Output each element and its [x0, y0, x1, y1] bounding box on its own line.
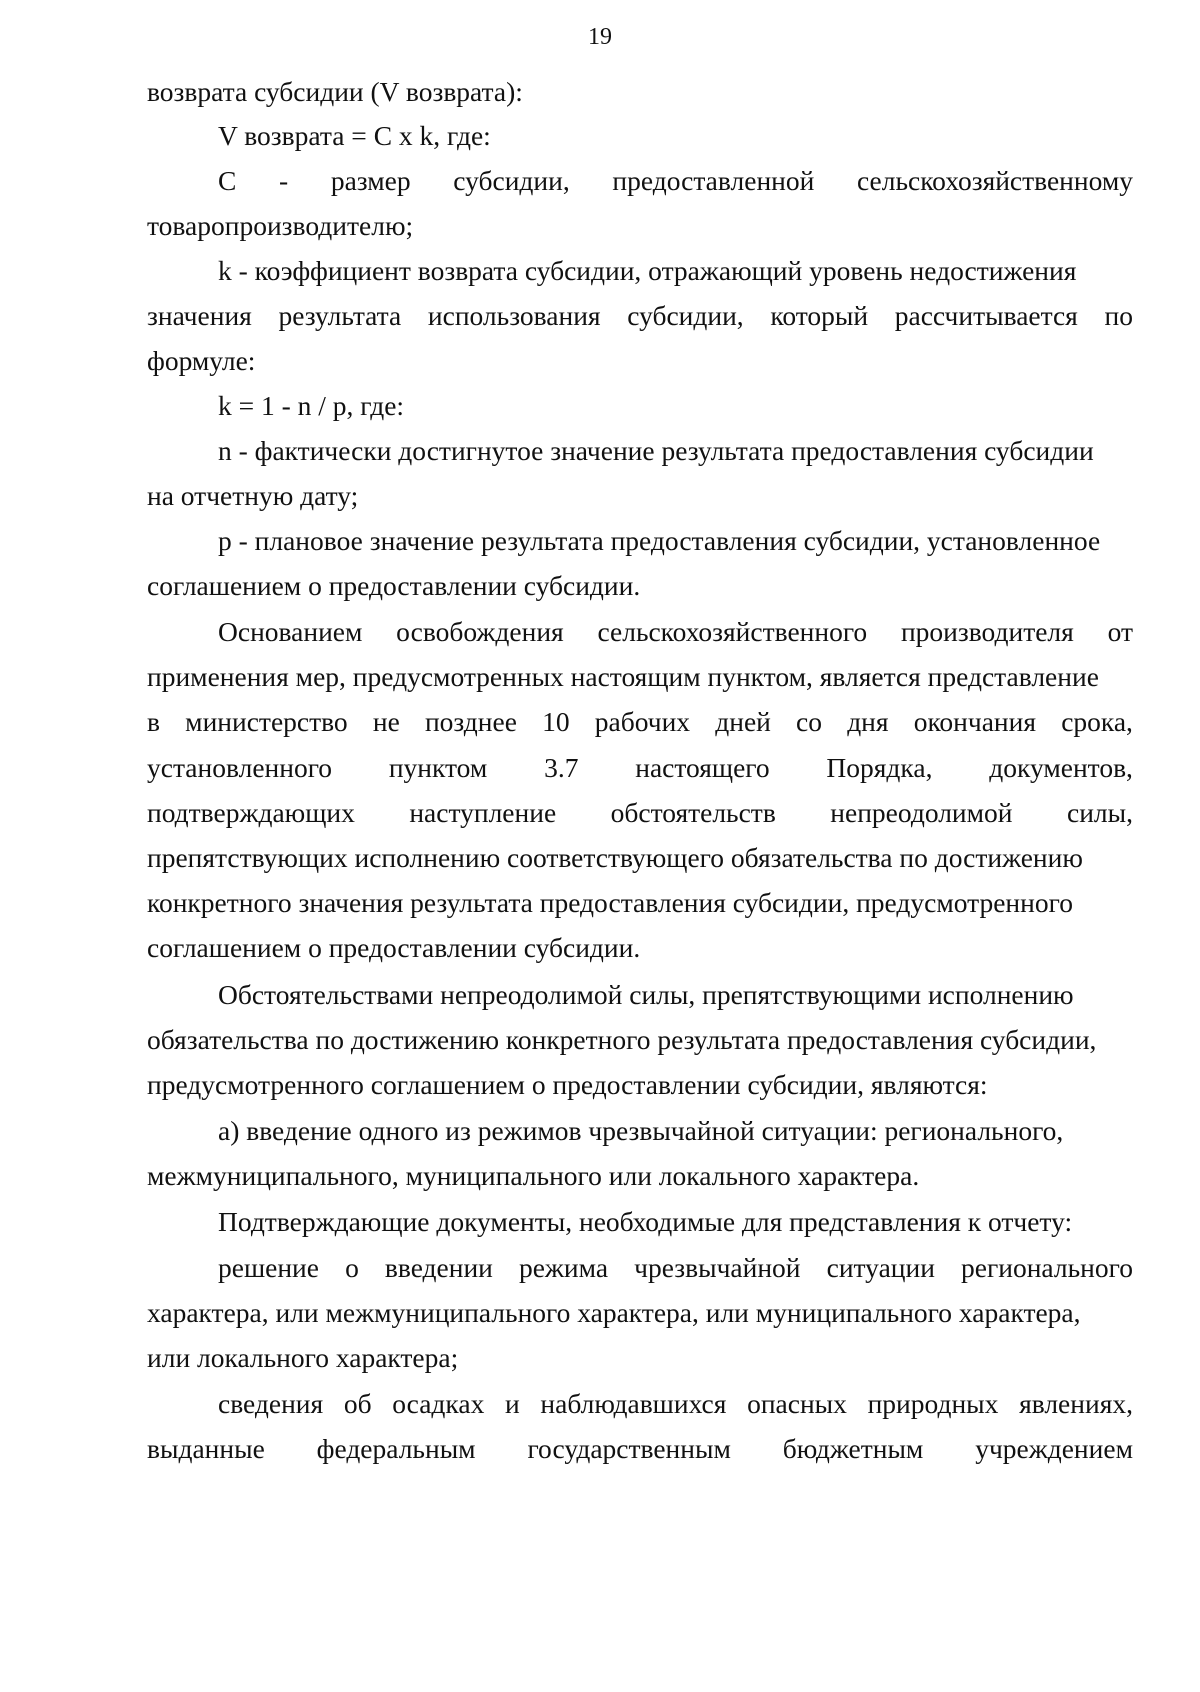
text-word: сведения	[218, 1388, 324, 1419]
text-word: не	[372, 706, 400, 737]
text-line	[218, 1386, 1133, 1422]
text-line: применения мер, предусмотренных настоящим пунктом, является представление	[147, 661, 1099, 692]
text-line: Обстоятельствами непреодолимой силы, препятствующими исполнению	[218, 979, 1074, 1010]
text-word: пунктом	[388, 752, 488, 783]
text-word: учреждением	[975, 1433, 1133, 1464]
text-word: решение	[218, 1252, 319, 1283]
text-line: конкретного значения результата предоставления субсидии, предусмотренного	[147, 887, 1073, 918]
text-word: производителя	[900, 616, 1074, 647]
text-word: который	[770, 300, 869, 331]
text-line	[147, 750, 1133, 786]
text-line	[147, 795, 1133, 831]
text-word: дня	[847, 706, 889, 737]
text-word: 3.7	[544, 752, 579, 783]
text-line	[147, 298, 1133, 334]
text-word: непреодолимой	[830, 797, 1013, 828]
text-line: k = 1 - n / p, где:	[218, 390, 405, 421]
text-word: от	[1107, 616, 1133, 647]
text-line: обязательства по достижению конкретного результата предоставления субсидии,	[147, 1024, 1097, 1055]
text-word: окончания	[913, 706, 1037, 737]
text-word: введении	[384, 1252, 493, 1283]
text-line: соглашением о предоставлении субсидии.	[147, 570, 641, 601]
text-line: р - плановое значение результата предоставления субсидии, установленное	[218, 525, 1101, 556]
text-line	[147, 704, 1133, 740]
text-word: ситуации	[826, 1252, 935, 1283]
text-word: осадках	[392, 1388, 485, 1419]
text-line: или локального характера;	[147, 1342, 459, 1373]
text-word: бюджетным	[782, 1433, 924, 1464]
text-line: товаропроизводителю;	[147, 210, 414, 241]
text-word: Основанием	[218, 616, 363, 647]
text-line: возврата субсидии (V возврата):	[147, 76, 523, 107]
text-word: и	[505, 1388, 520, 1419]
text-word: рабочих	[594, 706, 691, 737]
text-line: а) введение одного из режимов чрезвычайной ситуации: регионального,	[218, 1115, 1064, 1146]
text-word: опасных	[747, 1388, 847, 1419]
text-word: по	[1104, 300, 1133, 331]
text-line	[147, 1431, 1133, 1467]
text-word: значения	[147, 300, 252, 331]
text-word: субсидии,	[453, 165, 570, 196]
page-number: 19	[588, 24, 612, 50]
text-line: V возврата = C x k, где:	[218, 120, 491, 151]
text-word: Порядка,	[826, 752, 933, 783]
text-word: 10	[542, 706, 570, 737]
text-word: позднее	[424, 706, 517, 737]
text-word: подтверждающих	[147, 797, 355, 828]
text-word: регионального	[961, 1252, 1133, 1283]
text-word: настоящего	[635, 752, 770, 783]
text-line: n - фактически достигнутое значение результата предоставления субсидии	[218, 435, 1094, 466]
text-line: формуле:	[147, 345, 256, 376]
text-line	[218, 163, 1133, 199]
text-word: результата	[278, 300, 402, 331]
text-word: явлениях,	[1019, 1388, 1133, 1419]
text-word: федеральным	[316, 1433, 476, 1464]
text-word: использования	[427, 300, 601, 331]
text-word: о	[345, 1252, 359, 1283]
text-word: природных	[867, 1388, 999, 1419]
text-word: выданные	[147, 1433, 265, 1464]
text-line: k - коэффициент возврата субсидии, отражающий уровень недостижения	[218, 255, 1077, 286]
text-word: -	[279, 165, 289, 196]
text-line: соглашением о предоставлении субсидии.	[147, 932, 641, 963]
text-word: обстоятельств	[610, 797, 776, 828]
text-word: размер	[330, 165, 411, 196]
text-word: наблюдавшихся	[540, 1388, 727, 1419]
text-word: предоставленной	[612, 165, 815, 196]
text-word: сельскохозяйственного	[597, 616, 868, 647]
text-line	[218, 614, 1133, 650]
text-word: силы,	[1067, 797, 1133, 828]
text-line: препятствующих исполнению соответствующего обязательства по достижению	[147, 842, 1083, 873]
text-line: предусмотренного соглашением о предоставлении субсидии, являются:	[147, 1069, 988, 1100]
text-word: чрезвычайной	[634, 1252, 801, 1283]
text-word: С	[218, 165, 237, 196]
text-line	[218, 1250, 1133, 1286]
text-word: режима	[518, 1252, 609, 1283]
text-word: об	[343, 1388, 372, 1419]
text-word: освобождения	[396, 616, 564, 647]
text-word: наступление	[409, 797, 557, 828]
text-line: межмуниципального, муниципального или локального характера.	[147, 1160, 920, 1191]
text-word: установленного	[147, 752, 333, 783]
text-word: со	[796, 706, 823, 737]
text-word: срока,	[1061, 706, 1133, 737]
text-word: субсидии,	[627, 300, 744, 331]
text-word: министерство	[185, 706, 348, 737]
text-line: характера, или межмуниципального характера, или муниципального характера,	[147, 1297, 1081, 1328]
text-word: сельскохозяйственному	[857, 165, 1133, 196]
text-word: в	[147, 706, 160, 737]
text-word: дней	[715, 706, 771, 737]
text-line: на отчетную дату;	[147, 480, 359, 511]
text-line: Подтверждающие документы, необходимые для представления к отчету:	[218, 1206, 1073, 1237]
text-word: государственным	[527, 1433, 731, 1464]
text-word: рассчитывается	[894, 300, 1078, 331]
text-word: документов,	[989, 752, 1133, 783]
